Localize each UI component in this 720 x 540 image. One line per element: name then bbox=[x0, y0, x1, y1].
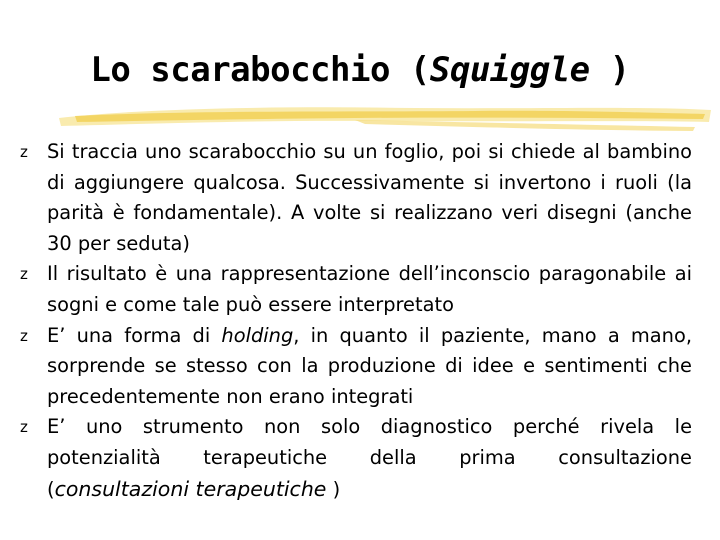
title-end: ) bbox=[589, 50, 630, 90]
bullet-text-before: E’ uno strumento non solo diagnostico perché rivela le potenzialità terapeutiche della prima consultazione ( bbox=[47, 415, 692, 501]
bullet-icon: z bbox=[20, 143, 28, 161]
bullet-text-after: , in quanto il paziente, mano a mano, sorprende se stesso con la produzione di idee e sentimenti che precedentemente non erano integrati bbox=[47, 323, 692, 408]
title-main: Lo scarabocchio ( bbox=[90, 50, 430, 90]
bullet-emphasis: holding bbox=[221, 323, 294, 347]
bullet-item bbox=[20, 321, 692, 413]
bullet-item bbox=[20, 137, 692, 259]
bullet-list bbox=[20, 137, 692, 505]
bullet-icon: z bbox=[20, 326, 28, 345]
title-underline-brush bbox=[55, 100, 715, 134]
title-emphasis: Squiggle bbox=[429, 50, 590, 90]
bullet-icon: z bbox=[20, 418, 28, 437]
bullet-text-before: E’ una forma di bbox=[47, 323, 222, 347]
bullet-text-after: ) bbox=[326, 477, 341, 501]
bullet-text: Il risultato è una rappresentazione dell’inconscio paragonabile ai sogni e come tale può essere interpretato bbox=[47, 262, 692, 316]
bullet-icon: z bbox=[20, 265, 28, 284]
bullet-emphasis: consultazioni terapeutiche bbox=[54, 476, 327, 501]
bullet-item bbox=[20, 259, 692, 320]
bullet-text: Si traccia uno scarabocchio su un foglio, poi si chiede al bambino di aggiungere qualcosa. Successivamente si invertono i ruoli (la parità è fondamentale). A volte si realizzano veri disegni (anche 30 per seduta) bbox=[47, 140, 692, 255]
slide-title bbox=[0, 50, 720, 90]
bullet-item bbox=[20, 412, 692, 505]
